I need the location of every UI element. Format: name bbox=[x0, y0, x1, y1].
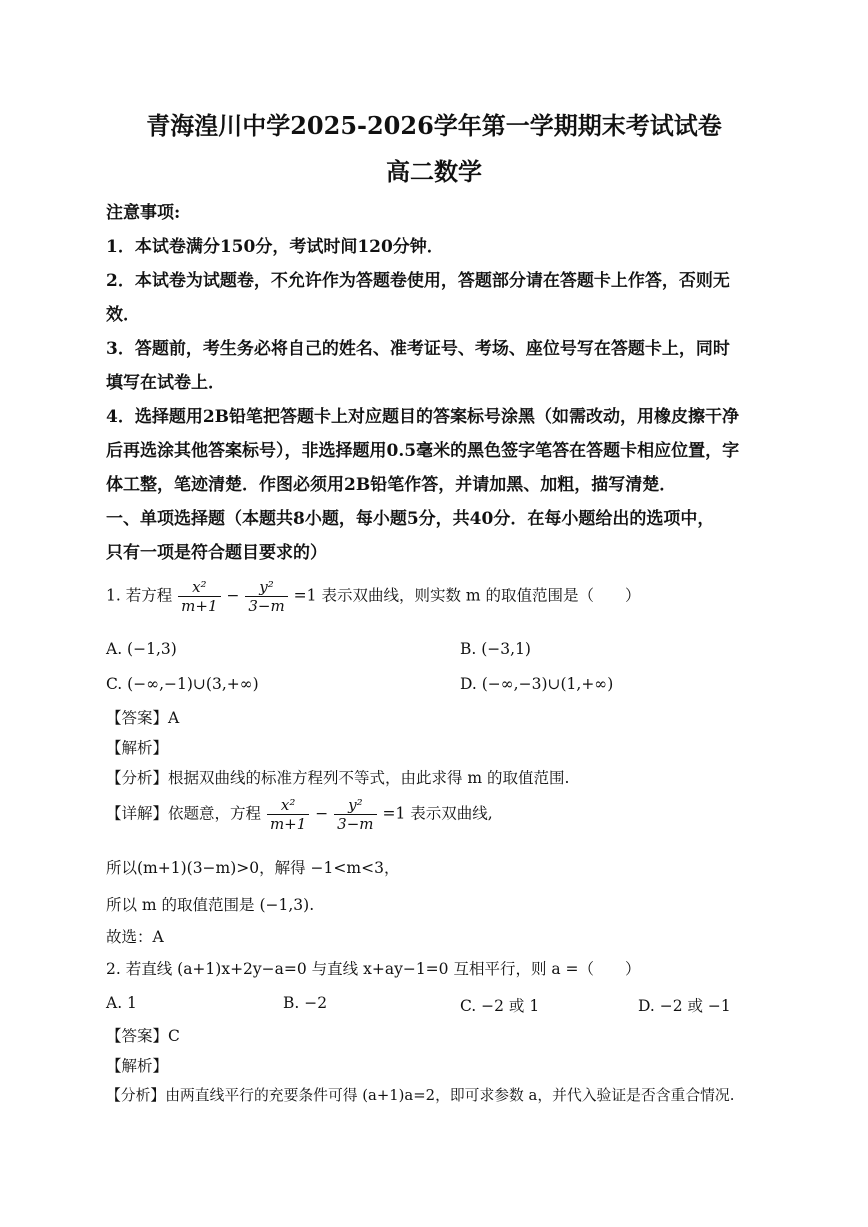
exam-subject: 高二数学 bbox=[386, 157, 482, 186]
q1-option-b: B. (−3,1) bbox=[460, 640, 531, 658]
q1-xiangjie bbox=[106, 796, 493, 833]
q1-fenxi: 【分析】根据双曲线的标准方程列不等式，由此求得 m 的取值范围. bbox=[106, 769, 570, 787]
q2-option-d: D. −2 或 −1 bbox=[638, 997, 731, 1015]
q1-answer: 【答案】A bbox=[106, 709, 180, 727]
q1-xiangjie-fraction-1 bbox=[267, 796, 309, 833]
notice-item-2-line-1: 2．本试卷为试题卷，不允许作为答题卷使用，答题部分请在答题卡上作答，否则无 bbox=[106, 271, 730, 291]
notice-item-4-line-2: 后再选涂其他答案标号），非选择题用0.5毫米的黑色签字笔答在答题卡相应位置，字 bbox=[106, 441, 740, 461]
q2-option-b: B. −2 bbox=[283, 994, 328, 1012]
q1-frac2-den: 3−m bbox=[248, 597, 285, 615]
q1-minus: − bbox=[226, 586, 240, 605]
q1-option-a: A. (−1,3) bbox=[106, 640, 177, 658]
q1-suffix: 表示双曲线，则实数 m 的取值范围是（ ） bbox=[321, 586, 641, 605]
q2-stem: 2. 若直线 (a+1)x+2y−a=0 与直线 x+ay−1=0 互相平行，则 a =（ ） bbox=[106, 960, 641, 978]
q1-xj-frac1-num: x² bbox=[267, 796, 309, 815]
notice-item-2-line-2: 效． bbox=[106, 305, 140, 325]
q1-stem bbox=[106, 578, 641, 615]
q1-frac1-num: x² bbox=[178, 578, 220, 597]
q1-option-c: C. (−∞,−1)∪(3,+∞) bbox=[106, 675, 259, 693]
q1-xiangjie-eq: =1 bbox=[382, 804, 406, 823]
q1-xiangjie-suffix: 表示双曲线, bbox=[410, 804, 493, 823]
q2-fenxi: 【分析】由两直线平行的充要条件可得 (a+1)a=2，即可求参数 a，并代入验证是否含重合情况. bbox=[106, 1087, 735, 1104]
q2-answer: 【答案】C bbox=[106, 1027, 180, 1045]
q1-derivation-2: 所以 m 的取值范围是 (−1,3). bbox=[106, 896, 315, 914]
q1-xj-frac2-den: 3−m bbox=[337, 815, 374, 833]
exam-title: 青海湟川中学2025-2026学年第一学期期末考试试卷 bbox=[146, 111, 722, 140]
q1-xj-frac2-num: y² bbox=[334, 796, 376, 815]
q1-derivation-1: 所以(m+1)(3−m)>0，解得 −1<m<3， bbox=[106, 859, 400, 877]
notice-item-4-line-1: 4．选择题用2B铅笔把答题卡上对应题目的答案标号涂黑（如需改动，用橡皮擦干净 bbox=[106, 407, 740, 427]
q1-xiangjie-fraction-2 bbox=[334, 796, 376, 833]
q1-eq: =1 bbox=[293, 586, 317, 605]
q1-prefix: 1. 若方程 bbox=[106, 586, 173, 605]
q1-xiangjie-prefix: 【详解】依题意，方程 bbox=[106, 804, 262, 823]
q1-option-d: D. (−∞,−3)∪(1,+∞) bbox=[460, 675, 614, 693]
section-heading-line-1: 一、单项选择题（本题共8小题，每小题5分，共40分．在每小题给出的选项中， bbox=[106, 509, 715, 529]
q1-xj-frac1-den: m+1 bbox=[269, 815, 307, 833]
section-heading-line-2: 只有一项是符合题目要求的） bbox=[106, 543, 327, 563]
q1-frac1-den: m+1 bbox=[181, 597, 218, 615]
q1-conclusion: 故选：A bbox=[106, 928, 164, 946]
q1-frac2-num: y² bbox=[245, 578, 287, 597]
q1-fraction-2 bbox=[245, 578, 287, 615]
notice-item-3-line-1: 3．答题前，考生务必将自己的姓名、准考证号、考场、座位号写在答题卡上，同时 bbox=[106, 339, 730, 359]
q1-fraction-1 bbox=[178, 578, 220, 615]
q2-option-c: C. −2 或 1 bbox=[460, 997, 540, 1015]
q1-xiangjie-minus: − bbox=[315, 804, 329, 823]
q1-analysis-label: 【解析】 bbox=[106, 739, 169, 757]
q2-option-a: A. 1 bbox=[106, 994, 137, 1012]
notice-item-1: 1．本试卷满分150分，考试时间120分钟． bbox=[106, 237, 444, 257]
notice-heading: 注意事项: bbox=[106, 203, 181, 223]
notice-item-3-line-2: 填写在试卷上． bbox=[106, 373, 225, 393]
notice-item-4-line-3: 体工整，笔迹清楚．作图必须用2B铅笔作答，并请加黑、加粗，描写清楚． bbox=[106, 475, 677, 495]
q2-analysis-label: 【解析】 bbox=[106, 1057, 169, 1075]
